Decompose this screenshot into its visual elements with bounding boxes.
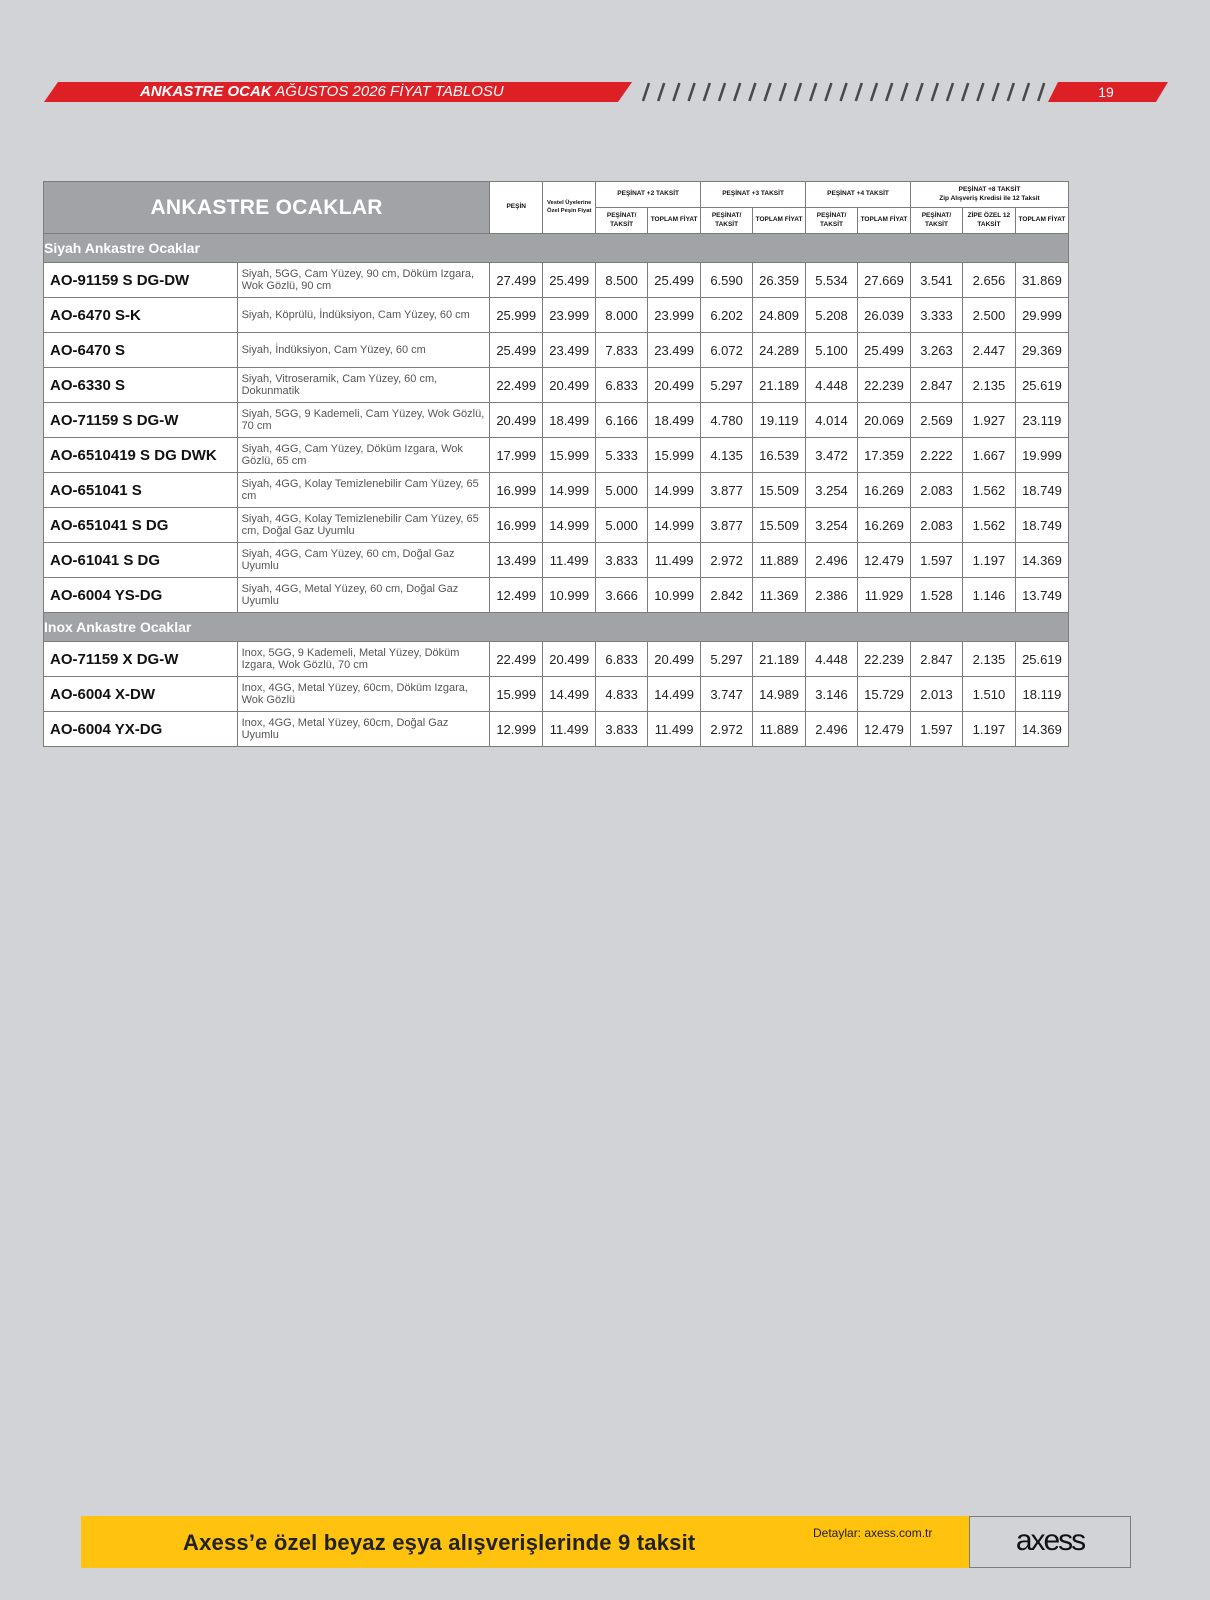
product-model: AO-91159 S DG-DW <box>44 263 238 298</box>
price-cell: 2.656 <box>962 263 1015 298</box>
table-row <box>44 473 1069 508</box>
header-stripes <box>636 80 1106 104</box>
stripe-mark <box>901 83 907 101</box>
price-cell: 16.269 <box>858 473 911 508</box>
section-header-row <box>44 613 1069 642</box>
product-model: AO-6330 S <box>44 368 238 403</box>
stripe-mark <box>932 83 938 101</box>
product-model: AO-71159 X DG-W <box>44 642 238 677</box>
price-cell: 3.254 <box>806 508 858 543</box>
price-cell: 3.263 <box>910 333 962 368</box>
page-title <box>140 82 504 102</box>
table-row <box>44 333 1069 368</box>
price-cell: 31.869 <box>1015 263 1068 298</box>
stripe-mark <box>856 83 862 101</box>
product-description: Inox, 5GG, 9 Kademeli, Metal Yüzey, Döküm Izgara, Wok Gözlü, 70 cm <box>237 642 490 677</box>
price-cell: 4.448 <box>806 368 858 403</box>
price-cell: 3.833 <box>596 712 648 747</box>
subheader-toplam: TOPLAM FİYAT <box>753 208 806 234</box>
price-cell: 14.989 <box>753 677 806 712</box>
price-cell: 15.509 <box>753 508 806 543</box>
product-description: Siyah, 4GG, Kolay Temizlenebilir Cam Yüzey, 65 cm, Doğal Gaz Uyumlu <box>237 508 490 543</box>
price-cell: 4.780 <box>701 403 753 438</box>
price-cell: 11.499 <box>648 543 701 578</box>
price-cell: 14.369 <box>1015 543 1068 578</box>
price-cell: 7.833 <box>596 333 648 368</box>
stripe-mark <box>749 83 755 101</box>
price-cell: 29.999 <box>1015 298 1068 333</box>
price-cell: 2.496 <box>806 712 858 747</box>
stripe-mark <box>917 83 923 101</box>
stripe-mark <box>810 83 816 101</box>
price-cell: 5.100 <box>806 333 858 368</box>
price-cell: 11.499 <box>648 712 701 747</box>
section-header-row <box>44 234 1069 263</box>
price-cell: 5.333 <box>596 438 648 473</box>
price-cell: 22.239 <box>858 368 911 403</box>
price-cell: 12.999 <box>490 712 543 747</box>
page-title-rest: AĞUSTOS 2026 FİYAT TABLOSU <box>271 83 504 100</box>
price-cell: 6.166 <box>596 403 648 438</box>
price-cell: 16.539 <box>753 438 806 473</box>
price-cell: 10.999 <box>543 578 596 613</box>
price-cell: 5.208 <box>806 298 858 333</box>
price-cell: 3.146 <box>806 677 858 712</box>
header-group-3: PEŞİNAT +3 TAKSİT <box>701 182 806 208</box>
price-cell: 2.083 <box>910 473 962 508</box>
price-cell: 1.197 <box>962 712 1015 747</box>
price-cell: 25.499 <box>543 263 596 298</box>
price-cell: 2.135 <box>962 368 1015 403</box>
table-row <box>44 508 1069 543</box>
page-title-bold: ANKASTRE OCAK <box>140 83 272 100</box>
product-description: Siyah, İndüksiyon, Cam Yüzey, 60 cm <box>237 333 490 368</box>
price-cell: 15.509 <box>753 473 806 508</box>
price-cell: 1.146 <box>962 578 1015 613</box>
price-cell: 18.499 <box>543 403 596 438</box>
header-vestel-price: Vestel Üyelerine Özel Peşin Fiyat <box>543 182 596 234</box>
price-cell: 2.083 <box>910 508 962 543</box>
price-cell: 12.499 <box>490 578 543 613</box>
price-cell: 4.448 <box>806 642 858 677</box>
price-cell: 18.749 <box>1015 473 1068 508</box>
price-cell: 6.833 <box>596 642 648 677</box>
price-cell: 11.499 <box>543 712 596 747</box>
price-cell: 22.239 <box>858 642 911 677</box>
price-cell: 6.072 <box>701 333 753 368</box>
price-cell: 25.499 <box>648 263 701 298</box>
price-cell: 11.889 <box>753 712 806 747</box>
price-cell: 23.499 <box>543 333 596 368</box>
price-cell: 14.999 <box>543 473 596 508</box>
price-cell: 1.562 <box>962 508 1015 543</box>
price-cell: 27.499 <box>490 263 543 298</box>
product-description: Siyah, 4GG, Metal Yüzey, 60 cm, Doğal Gaz Uyumlu <box>237 578 490 613</box>
stripe-mark <box>947 83 953 101</box>
stripe-mark <box>962 83 968 101</box>
price-cell: 18.499 <box>648 403 701 438</box>
price-cell: 25.619 <box>1015 642 1068 677</box>
price-cell: 1.597 <box>910 712 962 747</box>
price-cell: 24.809 <box>753 298 806 333</box>
price-cell: 16.999 <box>490 508 543 543</box>
price-cell: 26.039 <box>858 298 911 333</box>
price-cell: 2.013 <box>910 677 962 712</box>
section-title: Siyah Ankastre Ocaklar <box>44 234 1069 263</box>
price-cell: 23.999 <box>543 298 596 333</box>
price-cell: 12.479 <box>858 543 911 578</box>
price-cell: 5.534 <box>806 263 858 298</box>
price-cell: 15.999 <box>648 438 701 473</box>
price-cell: 25.499 <box>490 333 543 368</box>
subheader-pesinat: PEŞİNAT/ TAKSİT <box>596 208 648 234</box>
price-cell: 2.972 <box>701 712 753 747</box>
price-cell: 20.499 <box>490 403 543 438</box>
price-cell: 19.999 <box>1015 438 1068 473</box>
price-cell: 20.499 <box>648 368 701 403</box>
price-cell: 20.499 <box>648 642 701 677</box>
subheader-toplam: TOPLAM FİYAT <box>648 208 701 234</box>
product-description: Siyah, 5GG, 9 Kademeli, Cam Yüzey, Wok Gözlü, 70 cm <box>237 403 490 438</box>
axess-logo: axess <box>1015 1524 1085 1557</box>
price-cell: 23.999 <box>648 298 701 333</box>
stripe-mark <box>825 83 831 101</box>
price-cell: 8.000 <box>596 298 648 333</box>
price-cell: 2.386 <box>806 578 858 613</box>
price-cell: 26.359 <box>753 263 806 298</box>
price-cell: 6.833 <box>596 368 648 403</box>
section-title: Inox Ankastre Ocaklar <box>44 613 1069 642</box>
product-model: AO-71159 S DG-W <box>44 403 238 438</box>
product-description: Siyah, 5GG, Cam Yüzey, 90 cm, Döküm Izgara, Wok Gözlü, 90 cm <box>237 263 490 298</box>
price-cell: 29.369 <box>1015 333 1068 368</box>
price-cell: 5.000 <box>596 508 648 543</box>
stripe-mark <box>795 83 801 101</box>
price-cell: 6.590 <box>701 263 753 298</box>
subheader-toplam: TOPLAM FİYAT <box>1015 208 1068 234</box>
footer-banner <box>81 1516 1131 1568</box>
price-cell: 22.499 <box>490 642 543 677</box>
price-cell: 21.189 <box>753 368 806 403</box>
price-cell: 1.562 <box>962 473 1015 508</box>
product-model: AO-6004 YS-DG <box>44 578 238 613</box>
stripe-mark <box>643 83 649 101</box>
header-group-8 <box>910 182 1068 208</box>
header-group-2: PEŞİNAT +2 TAKSİT <box>596 182 701 208</box>
table-row <box>44 403 1069 438</box>
stripe-mark <box>780 83 786 101</box>
table-row <box>44 368 1069 403</box>
stripe-mark <box>1038 83 1044 101</box>
price-cell: 11.929 <box>858 578 911 613</box>
product-description: Inox, 4GG, Metal Yüzey, 60cm, Doğal Gaz Uyumlu <box>237 712 490 747</box>
price-table <box>43 181 1069 747</box>
price-cell: 2.569 <box>910 403 962 438</box>
price-cell: 23.499 <box>648 333 701 368</box>
price-cell: 13.499 <box>490 543 543 578</box>
stripe-mark <box>734 83 740 101</box>
price-cell: 14.999 <box>648 508 701 543</box>
price-cell: 12.479 <box>858 712 911 747</box>
price-cell: 8.500 <box>596 263 648 298</box>
price-cell: 1.528 <box>910 578 962 613</box>
price-cell: 15.999 <box>543 438 596 473</box>
price-cell: 21.189 <box>753 642 806 677</box>
price-cell: 14.499 <box>543 677 596 712</box>
price-cell: 5.297 <box>701 642 753 677</box>
product-model: AO-6004 YX-DG <box>44 712 238 747</box>
price-cell: 4.014 <box>806 403 858 438</box>
price-table-body <box>44 234 1069 747</box>
stripe-mark <box>886 83 892 101</box>
table-row <box>44 543 1069 578</box>
table-row <box>44 438 1069 473</box>
price-cell: 3.333 <box>910 298 962 333</box>
price-cell: 16.269 <box>858 508 911 543</box>
footer-detail-link[interactable]: Detaylar: axess.com.tr <box>813 1526 933 1540</box>
price-cell: 3.833 <box>596 543 648 578</box>
table-row <box>44 263 1069 298</box>
subheader-toplam: TOPLAM FİYAT <box>858 208 911 234</box>
price-cell: 25.619 <box>1015 368 1068 403</box>
product-description: Siyah, 4GG, Kolay Temizlenebilir Cam Yüzey, 65 cm <box>237 473 490 508</box>
price-cell: 25.999 <box>490 298 543 333</box>
stripe-mark <box>689 83 695 101</box>
subheader-pesinat: PEŞİNAT/ TAKSİT <box>910 208 962 234</box>
price-cell: 1.597 <box>910 543 962 578</box>
stripe-mark <box>765 83 771 101</box>
price-cell: 17.999 <box>490 438 543 473</box>
header-group-8-sub: Zip Alışveriş Kredisi ile 12 Taksit <box>939 194 1040 202</box>
price-cell: 22.499 <box>490 368 543 403</box>
price-cell: 2.135 <box>962 642 1015 677</box>
subheader-pesinat: PEŞİNAT/ TAKSİT <box>806 208 858 234</box>
header-group-4: PEŞİNAT +4 TAKSİT <box>806 182 911 208</box>
price-cell: 6.202 <box>701 298 753 333</box>
header-banner <box>44 80 1168 104</box>
stripe-mark <box>1023 83 1029 101</box>
price-cell: 5.297 <box>701 368 753 403</box>
stripe-mark <box>719 83 725 101</box>
price-cell: 27.669 <box>858 263 911 298</box>
price-cell: 1.667 <box>962 438 1015 473</box>
subheader-zipe: ZİPE ÖZEL 12 TAKSİT <box>962 208 1015 234</box>
price-cell: 14.999 <box>543 508 596 543</box>
price-cell: 2.496 <box>806 543 858 578</box>
price-cell: 3.747 <box>701 677 753 712</box>
stripe-mark <box>871 83 877 101</box>
product-description: Siyah, 4GG, Cam Yüzey, Döküm Izgara, Wok Gözlü, 65 cm <box>237 438 490 473</box>
stripe-mark <box>704 83 710 101</box>
product-model: AO-6470 S <box>44 333 238 368</box>
table-row <box>44 677 1069 712</box>
price-cell: 16.999 <box>490 473 543 508</box>
price-cell: 1.510 <box>962 677 1015 712</box>
footer-yellow-bar <box>81 1516 969 1568</box>
price-cell: 4.833 <box>596 677 648 712</box>
product-description: Siyah, 4GG, Cam Yüzey, 60 cm, Doğal Gaz Uyumlu <box>237 543 490 578</box>
price-cell: 17.359 <box>858 438 911 473</box>
price-cell: 3.472 <box>806 438 858 473</box>
price-cell: 11.369 <box>753 578 806 613</box>
header-group-8-title: PEŞİNAT +8 TAKSİT <box>958 186 1021 194</box>
header-pesin: PEŞİN <box>490 182 543 234</box>
product-model: AO-6510419 S DG DWK <box>44 438 238 473</box>
price-cell: 14.369 <box>1015 712 1068 747</box>
price-cell: 3.541 <box>910 263 962 298</box>
product-description: Inox, 4GG, Metal Yüzey, 60cm, Döküm Izgara, Wok Gözlü <box>237 677 490 712</box>
price-cell: 20.499 <box>543 642 596 677</box>
price-cell: 3.254 <box>806 473 858 508</box>
price-cell: 2.842 <box>701 578 753 613</box>
price-cell: 1.197 <box>962 543 1015 578</box>
footer-promo-text: Axess’e özel beyaz eşya alışverişlerinde 9 taksit <box>183 1530 696 1555</box>
price-cell: 18.119 <box>1015 677 1068 712</box>
stripe-mark <box>977 83 983 101</box>
price-cell: 15.729 <box>858 677 911 712</box>
product-description: Siyah, Vitroseramik, Cam Yüzey, 60 cm, Dokunmatik <box>237 368 490 403</box>
price-cell: 14.999 <box>648 473 701 508</box>
table-row <box>44 712 1069 747</box>
table-row <box>44 642 1069 677</box>
price-cell: 4.135 <box>701 438 753 473</box>
stripe-mark <box>993 83 999 101</box>
price-cell: 14.499 <box>648 677 701 712</box>
product-model: AO-6004 X-DW <box>44 677 238 712</box>
price-cell: 15.999 <box>490 677 543 712</box>
price-cell: 10.999 <box>648 578 701 613</box>
stripe-mark <box>1008 83 1014 101</box>
price-cell: 3.877 <box>701 508 753 543</box>
price-cell: 2.447 <box>962 333 1015 368</box>
price-cell: 19.119 <box>753 403 806 438</box>
price-cell: 5.000 <box>596 473 648 508</box>
price-cell: 1.927 <box>962 403 1015 438</box>
price-cell: 2.222 <box>910 438 962 473</box>
page-number: 19 <box>1098 84 1114 100</box>
table-row <box>44 578 1069 613</box>
price-cell: 23.119 <box>1015 403 1068 438</box>
price-cell: 13.749 <box>1015 578 1068 613</box>
price-cell: 2.847 <box>910 368 962 403</box>
product-model: AO-651041 S DG <box>44 508 238 543</box>
product-model: AO-61041 S DG <box>44 543 238 578</box>
table-title: ANKASTRE OCAKLAR <box>44 182 490 234</box>
stripe-mark <box>841 83 847 101</box>
stripe-mark <box>673 83 679 101</box>
price-cell: 24.289 <box>753 333 806 368</box>
product-description: Siyah, Köprülü, İndüksiyon, Cam Yüzey, 60 cm <box>237 298 490 333</box>
product-model: AO-6470 S-K <box>44 298 238 333</box>
price-cell: 3.666 <box>596 578 648 613</box>
price-cell: 11.499 <box>543 543 596 578</box>
subheader-pesinat: PEŞİNAT/ TAKSİT <box>701 208 753 234</box>
stripe-mark <box>658 83 664 101</box>
price-cell: 2.847 <box>910 642 962 677</box>
price-cell: 3.877 <box>701 473 753 508</box>
price-cell: 20.069 <box>858 403 911 438</box>
price-cell: 20.499 <box>543 368 596 403</box>
price-cell: 18.749 <box>1015 508 1068 543</box>
axess-logo-box <box>969 1516 1131 1568</box>
price-cell: 11.889 <box>753 543 806 578</box>
table-row <box>44 298 1069 333</box>
price-cell: 25.499 <box>858 333 911 368</box>
price-cell: 2.972 <box>701 543 753 578</box>
product-model: AO-651041 S <box>44 473 238 508</box>
price-cell: 2.500 <box>962 298 1015 333</box>
